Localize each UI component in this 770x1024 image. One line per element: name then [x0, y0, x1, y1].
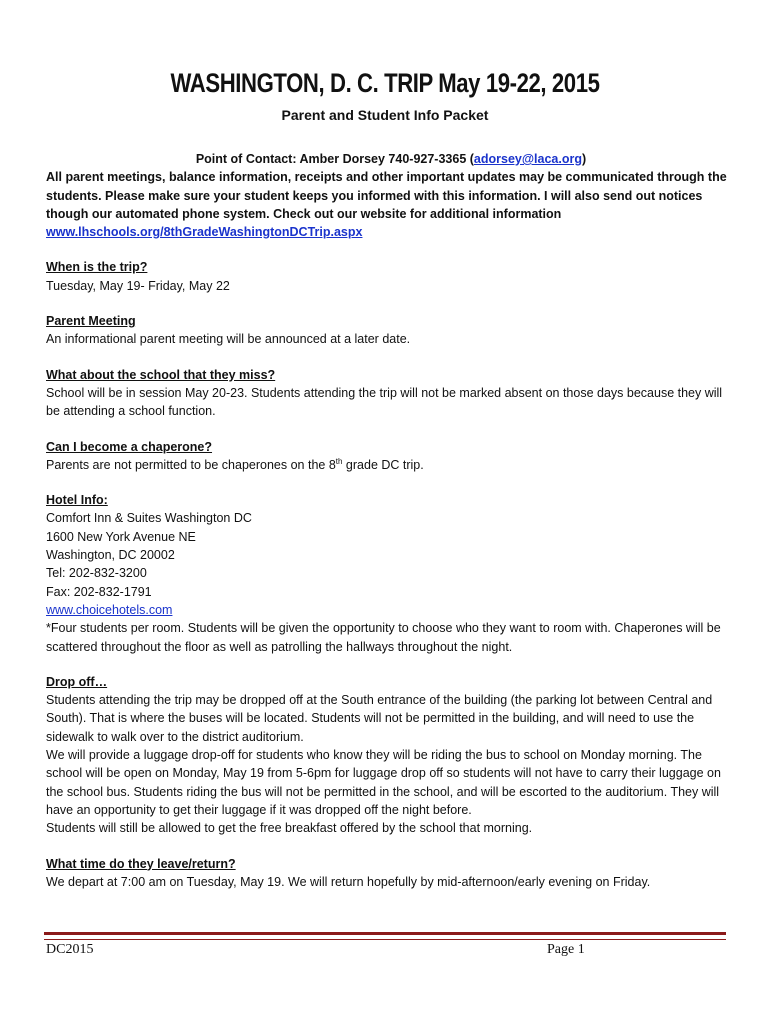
footer-divider [44, 932, 726, 940]
hotel-city: Washington, DC 20002 [46, 548, 175, 563]
document-body [46, 150, 736, 891]
section-text: An informational parent meeting will be announced at a later date. [46, 332, 411, 347]
contact-text: Point of Contact: Amber Dorsey 740-927-3365 ( [195, 152, 474, 166]
section-heading: Hotel Info: [46, 493, 108, 508]
footer-page-number: Page 1 [547, 942, 585, 957]
section-school-missed [46, 366, 736, 421]
hotel-street: 1600 New York Avenue NE [46, 529, 196, 544]
section-text: School will be in session May 20-23. Students attending the trip will not be marked absent on those days because they will be attending a school function. [46, 385, 723, 419]
contact-line [46, 150, 736, 168]
ordinal-suffix: th [335, 456, 343, 466]
section-hotel [46, 491, 736, 656]
dropoff-paragraph-2: We will provide a luggage drop-off for students who know they will be riding the bus to school on Monday morning. The school will be open on Monday, May 19 from 5-6pm for luggage drop off so students will not have to carry their luggage on the school bus. Students riding the bus will not be permitted in the school, and will be escorted to the auditorium. They will have an opportunity to get their luggage if it was dropped off the night before. [46, 748, 721, 817]
section-chaperone [46, 438, 736, 475]
website-link[interactable]: www.lhschools.org/8thGradeWashingtonDCTrip.aspx [46, 225, 363, 240]
section-heading: Can I become a chaperone? [46, 439, 213, 454]
section-text: Tuesday, May 19- Friday, May 22 [46, 278, 230, 293]
chaperone-text-before: Parents are not permitted to be chaperones on the 8 [46, 457, 336, 472]
chaperone-text-after: grade DC trip. [342, 457, 424, 472]
contact-suffix: ) [582, 152, 587, 166]
section-when [46, 258, 736, 295]
section-drop-off [46, 673, 736, 838]
section-heading: What about the school that they miss? [46, 367, 276, 382]
section-text [46, 456, 736, 474]
hotel-website-link[interactable]: www.choicehotels.com [46, 602, 173, 617]
contact-email-link[interactable]: adorsey@laca.org [473, 152, 582, 166]
section-heading: Drop off… [46, 674, 108, 689]
document-title: WASHINGTON, D. C. TRIP May 19-22, 2015 [170, 68, 600, 98]
intro-text: All parent meetings, balance information, receipts and other important updates may be communicated through the students. Please make sure your student keeps you informed with this information. I will also send out notices though our automated phone system. Check out our website for additional information [46, 170, 727, 221]
hotel-tel: Tel: 202-832-3200 [46, 566, 147, 581]
section-parent-meeting [46, 312, 736, 349]
section-heading: When is the trip? [46, 260, 148, 275]
hotel-fax: Fax: 202-832-1791 [46, 584, 152, 599]
hotel-note: *Four students per room. Students will be given the opportunity to choose who they want to room with. Chaperones will be scattered throughout the floor as well as patrolling the hallways throughout the night. [46, 621, 721, 654]
section-heading: What time do they leave/return? [46, 856, 236, 871]
footer-doc-code: DC2015 [46, 942, 94, 957]
section-heading: Parent Meeting [46, 314, 136, 329]
section-text: We depart at 7:00 am on Tuesday, May 19. We will return hopefully by mid-afternoon/early evening on Friday. [46, 874, 651, 889]
section-departure-time [46, 855, 736, 892]
hotel-name: Comfort Inn & Suites Washington DC [46, 511, 252, 526]
dropoff-paragraph-3: Students will still be allowed to get the free breakfast offered by the school that morning. [46, 821, 533, 836]
document-subtitle: Parent and Student Info Packet [281, 107, 489, 123]
intro-paragraph [46, 168, 736, 241]
dropoff-paragraph-1: Students attending the trip may be dropped off at the South entrance of the building (the parking lot between Central and South). That is where the buses will be located. Students will not be permitted in the building, and will need to use the sidewalk to walk over to the district auditorium. [46, 693, 713, 744]
